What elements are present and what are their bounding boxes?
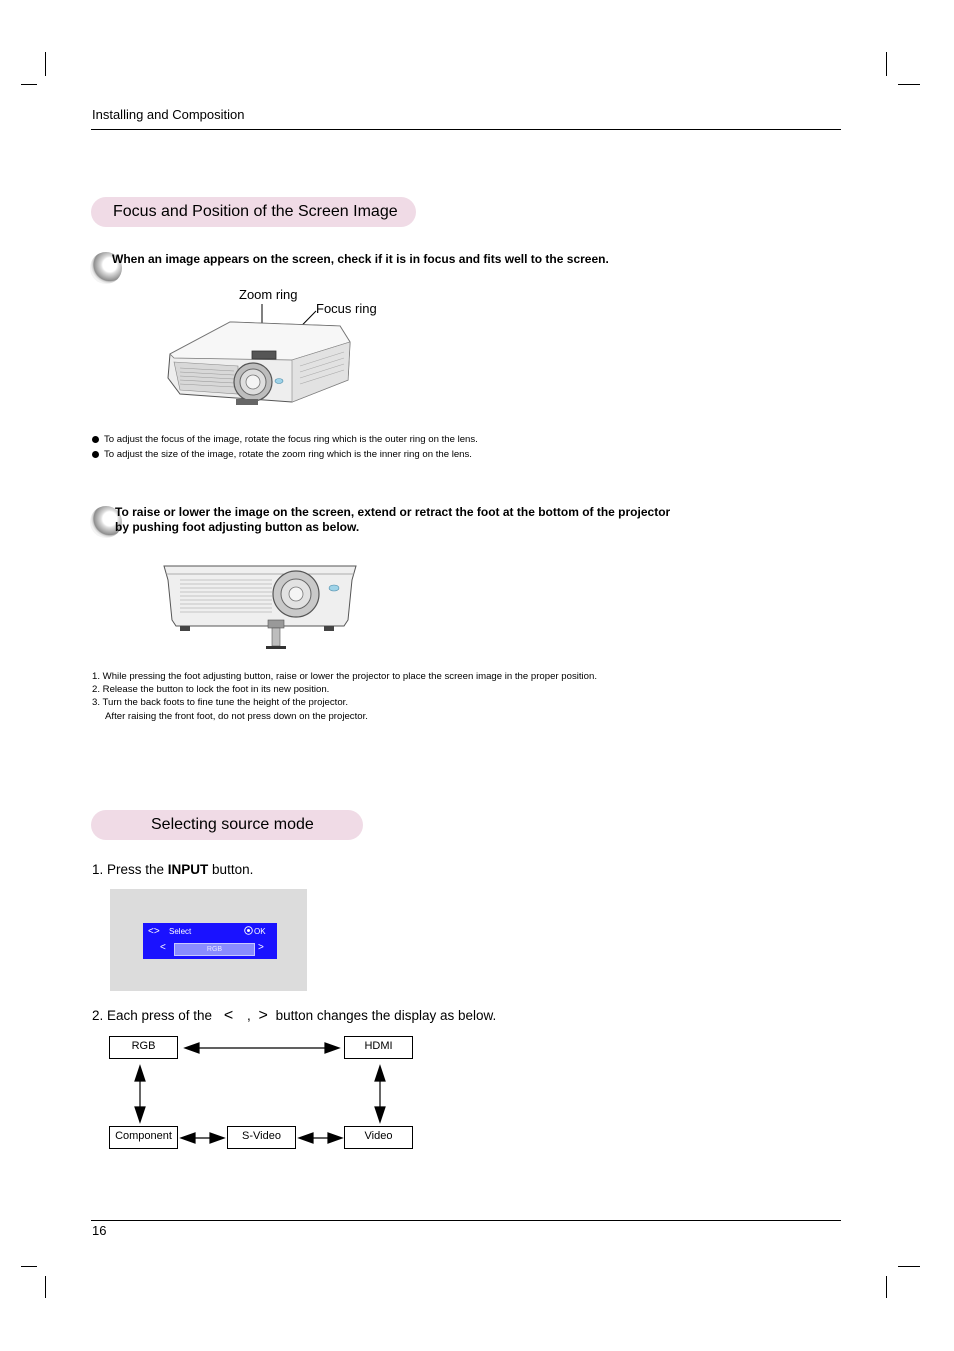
source-value: RGB bbox=[206, 946, 223, 953]
select-label: Select bbox=[169, 927, 192, 936]
step2-suffix: button changes the display as below. bbox=[275, 1008, 497, 1023]
ok-label: OK bbox=[254, 927, 266, 936]
step1-suffix: button. bbox=[208, 862, 254, 877]
note-focus: When an image appears on the screen, check if it is in focus and fits well to the screen. bbox=[112, 252, 609, 266]
input-button-label: INPUT bbox=[167, 862, 209, 877]
source-box-video: Video bbox=[344, 1126, 413, 1149]
nav-arrows-icon: <> bbox=[148, 926, 160, 937]
source-box-hdmi: HDMI bbox=[344, 1036, 413, 1059]
bullet-text: To adjust the size of the image, rotate the zoom ring which is the inner ring on the lens. bbox=[104, 449, 472, 460]
source-box-svideo: S-Video bbox=[227, 1126, 296, 1149]
left-button-glyph: < bbox=[223, 1007, 234, 1024]
comma: , bbox=[246, 1008, 251, 1023]
osd-left-arrow[interactable]: < bbox=[160, 942, 166, 953]
step2-prefix: 2. Each press of the bbox=[92, 1008, 213, 1023]
step1-prefix: 1. Press the bbox=[92, 862, 168, 877]
footer-rule bbox=[91, 1220, 841, 1221]
page-number: 16 bbox=[92, 1223, 107, 1238]
osd-right-arrow[interactable]: > bbox=[258, 942, 264, 953]
source-box-component: Component bbox=[109, 1126, 178, 1149]
section-title: Focus and Position of the Screen Image bbox=[113, 203, 398, 220]
bullet-text: To adjust the focus of the image, rotate the focus ring which is the outer ring on the lens. bbox=[104, 434, 478, 445]
right-button-glyph: > bbox=[258, 1007, 268, 1024]
running-header: Installing and Composition bbox=[92, 107, 245, 122]
step-text: 2. Release the button to lock the foot in its new position. bbox=[92, 684, 330, 695]
step-text: 1. While pressing the foot adjusting button, raise or lower the projector to place the screen image in the proper position. bbox=[92, 671, 598, 682]
step-text: 3. Turn the back foots to fine tune the height of the projector. bbox=[92, 697, 348, 708]
source-box-rgb: RGB bbox=[109, 1036, 178, 1059]
step-note: After raising the front foot, do not press down on the projector. bbox=[105, 711, 368, 722]
focus-ring-label: Focus ring bbox=[316, 301, 377, 316]
section-title: Selecting source mode bbox=[151, 816, 314, 833]
zoom-ring-label: Zoom ring bbox=[239, 287, 298, 302]
note-foot-line2: by pushing foot adjusting button as below. bbox=[115, 520, 360, 534]
note-foot-line1: To raise or lower the image on the screen, extend or retract the foot at the bottom of the projector bbox=[115, 505, 671, 519]
